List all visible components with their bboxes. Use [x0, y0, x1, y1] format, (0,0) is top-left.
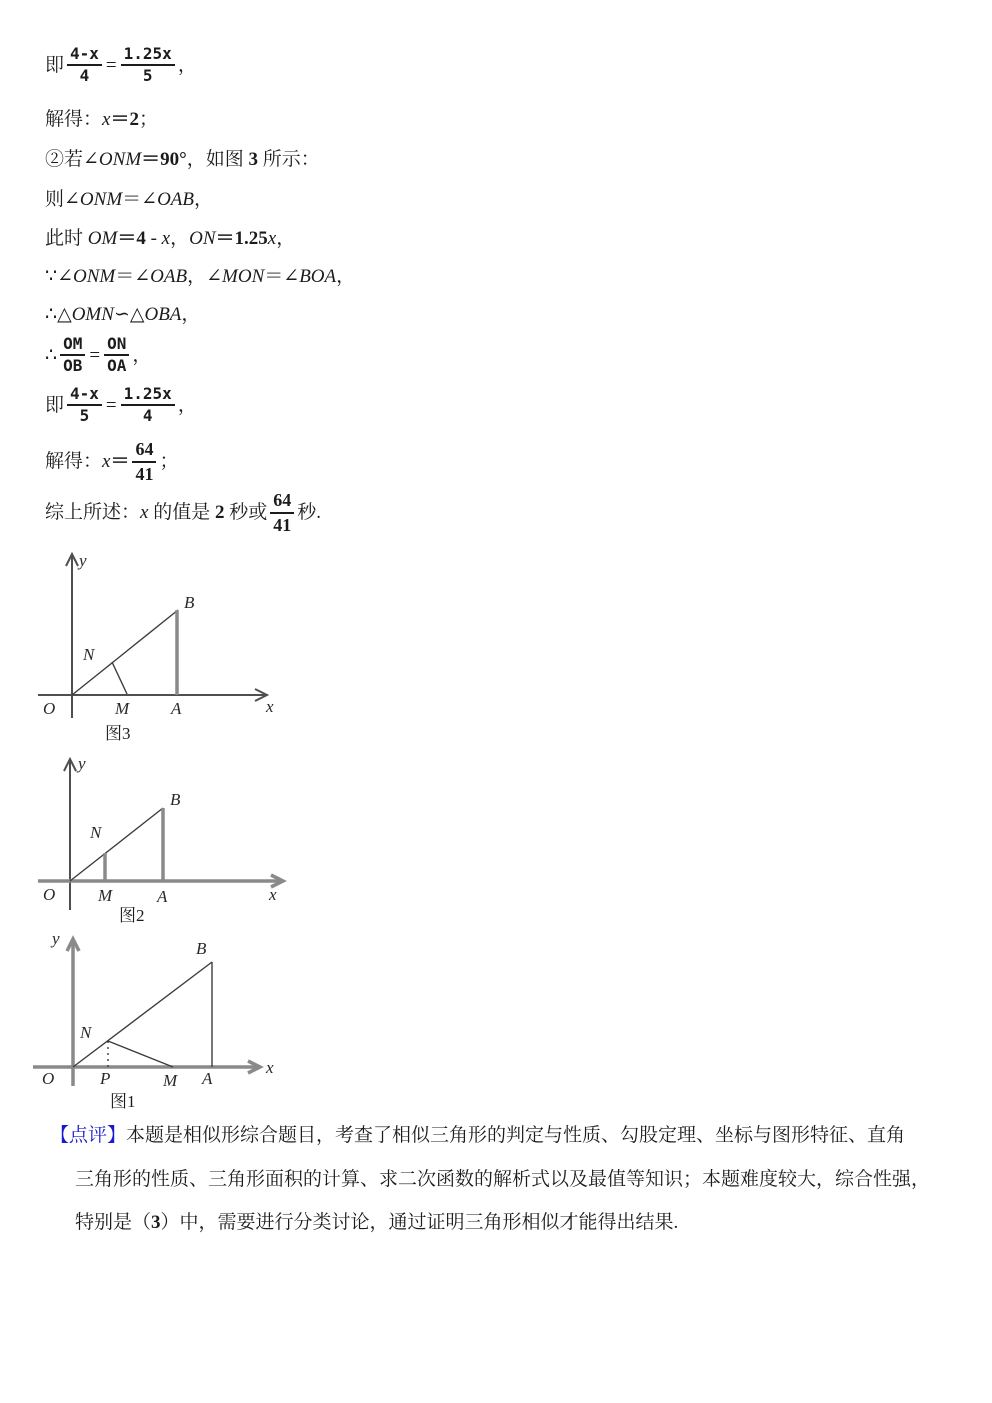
fraction-numerator: 64: [270, 489, 294, 514]
math-var: x: [102, 451, 111, 472]
fig3-caption: 图3: [105, 724, 131, 743]
solution-line-eq-1: [45, 44, 197, 86]
math-angle: BOA: [299, 266, 337, 287]
comment-tag: 【点评】: [50, 1125, 127, 1146]
fig3-label-N: N: [83, 645, 95, 664]
text-tail: ；: [138, 109, 158, 130]
solution-line-solve-1: [45, 106, 158, 133]
fraction-denominator: OB: [63, 356, 83, 375]
fraction: [67, 384, 102, 426]
math-angle: ONM: [79, 189, 123, 210]
equals-sign: ＝: [141, 149, 161, 170]
fig3-label-origin: O: [43, 699, 56, 718]
comment-line-1: [50, 1122, 905, 1150]
text-mid: ＝∠: [122, 189, 158, 210]
text-tail: ，: [181, 304, 201, 325]
equals-sign: ＝∠: [264, 266, 300, 287]
text-tail: 秒.: [297, 502, 321, 523]
fig2-label-origin: O: [43, 885, 56, 904]
separator: ，: [170, 228, 190, 249]
fig2-label-A: A: [157, 887, 168, 906]
math-var: x: [267, 228, 277, 249]
fig1-segment-NM: [108, 1041, 173, 1067]
text-lead: 此时: [45, 228, 88, 249]
comment-line-2: [75, 1166, 930, 1194]
text-tail: 所示：: [258, 149, 320, 170]
comment-text: ）中，需要进行分类讨论，通过证明三角形相似才能得出结果.: [160, 1212, 679, 1233]
math-var: OM: [87, 228, 118, 249]
fraction: [104, 334, 129, 376]
fig3-label-A: A: [171, 699, 182, 718]
fraction: [121, 44, 175, 86]
text-tail: ，: [132, 344, 152, 366]
comment-text: 本题是相似形综合题目，考查了相似三角形的判定与性质、勾股定理、坐标与图形特征、直角: [126, 1125, 906, 1146]
minus-sign: -: [145, 228, 162, 249]
equals-sign: ＝: [117, 228, 137, 249]
fraction-numerator: 4-x: [67, 44, 102, 66]
fig2-label-y: y: [78, 754, 86, 773]
text-lead: ∵∠: [45, 266, 74, 287]
fig2-label-x: x: [269, 885, 277, 904]
fraction-denominator: 41: [273, 514, 292, 535]
solution-line-lengths: [45, 225, 295, 252]
math-var: ON: [189, 228, 216, 249]
fraction-denominator: 5: [142, 66, 153, 85]
figure-2-diagram: [35, 753, 300, 928]
fig2-label-B: B: [170, 790, 181, 809]
equals-sign: =: [105, 394, 117, 416]
solution-line-case-2: [45, 146, 320, 173]
text-lead: 即: [45, 54, 65, 76]
comment-number: 3: [151, 1212, 161, 1233]
fig1-label-M: M: [163, 1071, 178, 1090]
text-lead: 即: [45, 394, 65, 416]
fraction: [121, 384, 175, 426]
math-triangle: OMN: [71, 304, 114, 325]
separator: ，∠: [187, 266, 223, 287]
fig3-segment-NM: [112, 662, 127, 694]
text-tail: ，: [336, 266, 356, 287]
math-var: x: [140, 502, 149, 523]
fig1-label-x: x: [266, 1058, 274, 1077]
text-lead: 解得：: [45, 109, 103, 130]
text-lead: ∴: [45, 344, 58, 366]
fig3-label-B: B: [184, 593, 195, 612]
fig1-label-A: A: [202, 1069, 213, 1088]
fig3-label-y: y: [79, 551, 87, 570]
triangle-symbol: △: [129, 304, 145, 325]
fig3-label-M: M: [115, 699, 130, 718]
math-triangle: OBA: [144, 304, 182, 325]
fraction-numerator: 1.25x: [121, 384, 175, 406]
fig1-segment-OB: [73, 962, 212, 1067]
math-angle: OAB: [157, 189, 195, 210]
math-angle: OAB: [150, 266, 188, 287]
fig1-label-origin: O: [42, 1069, 55, 1088]
text-lead: 解得：: [45, 451, 103, 472]
text-lead: 综上所述：: [45, 502, 141, 523]
text-mid: ，如图: [186, 149, 249, 170]
solution-line-eq-2: [45, 384, 197, 426]
solution-line-solve-2: [45, 438, 178, 485]
value: 90°: [160, 149, 187, 170]
text-lead: 则∠: [45, 189, 80, 210]
fraction-denominator: 5: [79, 406, 90, 425]
solution-line-because: [45, 263, 355, 290]
fraction: [67, 44, 102, 86]
text-tail: ，: [177, 394, 197, 416]
text-lead: ②若∠: [45, 149, 99, 170]
similar-symbol: ∽: [113, 304, 130, 325]
figure-number: 3: [248, 149, 259, 170]
value: 4: [136, 228, 146, 249]
figure-1-diagram: [30, 928, 315, 1113]
math-angle: MON: [222, 266, 265, 287]
text-lead: ∴△: [45, 304, 72, 325]
fig2-label-M: M: [98, 886, 113, 905]
fraction: [270, 489, 294, 536]
solution-line-ratio: [45, 334, 151, 376]
equals-sign: =: [105, 54, 117, 76]
math-angle: ONM: [73, 266, 116, 287]
text-mid: 的值是: [148, 502, 215, 523]
text-tail: ，: [276, 228, 296, 249]
fraction-numerator: ON: [104, 334, 129, 356]
math-var: x: [161, 228, 171, 249]
equals-sign: =: [89, 344, 101, 366]
comment-text: 三角形的性质、三角形面积的计算、求二次函数的解析式以及最值等知识；本题难度较大，综合性强，: [75, 1169, 931, 1190]
fig3-label-x: x: [266, 697, 274, 716]
text-tail: ；: [159, 451, 179, 472]
solution-line-then: [45, 186, 213, 213]
fraction-numerator: 4-x: [67, 384, 102, 406]
fraction: [132, 438, 156, 485]
equals-sign: ＝: [110, 109, 130, 130]
equals-sign: ＝: [215, 228, 235, 249]
fig1-label-N: N: [80, 1023, 92, 1042]
fraction-numerator: 64: [132, 438, 156, 463]
fraction-denominator: 4: [142, 406, 153, 425]
text-tail: ，: [177, 54, 197, 76]
value: 2: [214, 502, 225, 523]
comment-text: 特别是（: [75, 1212, 152, 1233]
value: 2: [129, 109, 139, 130]
fig1-label-y: y: [52, 929, 60, 948]
comment-line-3: [75, 1209, 678, 1237]
fraction-denominator: OA: [107, 356, 127, 375]
solution-line-similar: [45, 301, 200, 328]
fig1-label-B: B: [196, 939, 207, 958]
fig1-caption: 图1: [110, 1092, 136, 1111]
fig2-caption: 图2: [119, 906, 145, 925]
solution-line-conclusion: [45, 489, 321, 536]
equals-sign: ＝∠: [115, 266, 151, 287]
fraction-numerator: 1.25x: [121, 44, 175, 66]
text-tail: ，: [194, 189, 214, 210]
text-mid: 秒或: [224, 502, 268, 523]
fraction-denominator: 41: [135, 463, 154, 484]
math-var: x: [102, 109, 111, 130]
math-angle: ONM: [98, 149, 142, 170]
fraction-denominator: 4: [79, 66, 90, 85]
fraction-numerator: OM: [60, 334, 85, 356]
equals-sign: ＝: [110, 451, 130, 472]
fraction: [60, 334, 85, 376]
fig1-label-P: P: [100, 1069, 111, 1088]
fig2-segment-OB: [70, 808, 163, 881]
fig2-label-N: N: [90, 823, 102, 842]
value: 1.25: [234, 228, 268, 249]
figure-3-diagram: [35, 548, 285, 748]
